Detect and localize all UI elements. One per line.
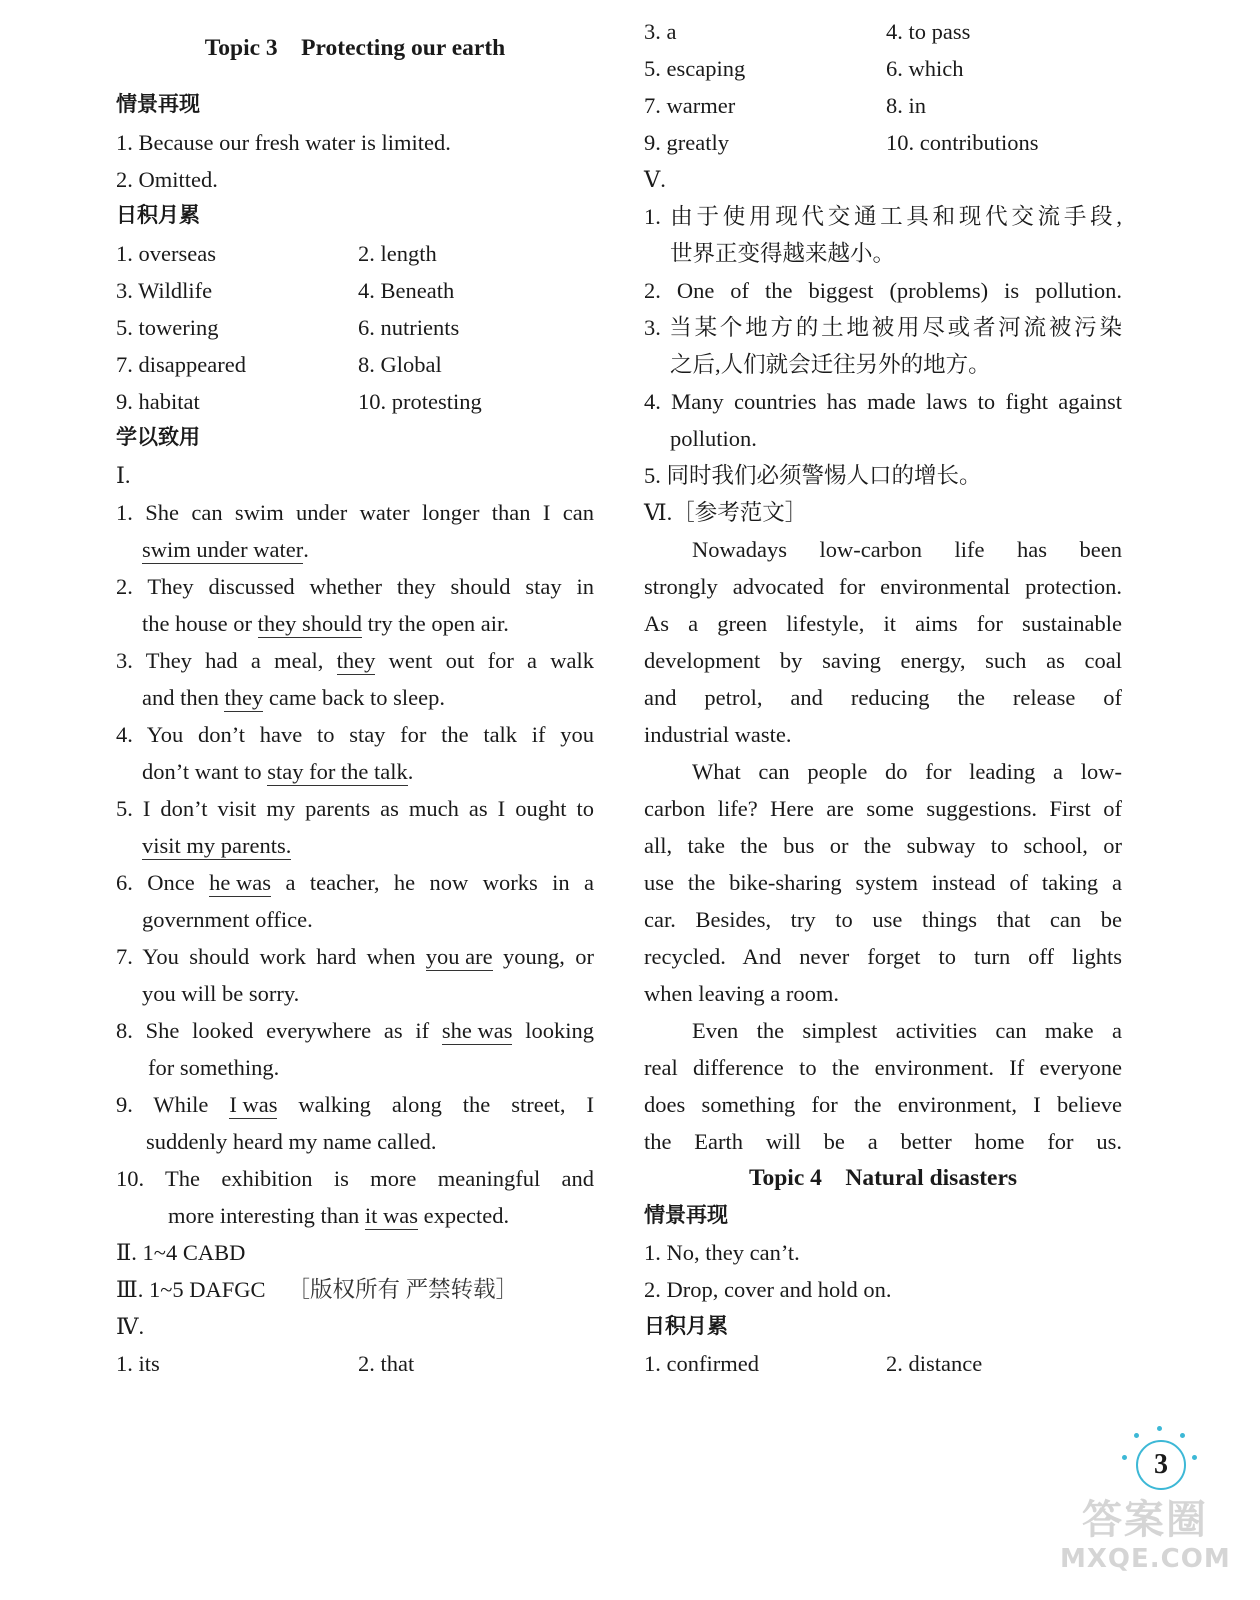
answer-line: Ⅱ. 1~4 CABD bbox=[116, 1240, 246, 1265]
section-heading: 学以致用 bbox=[116, 425, 200, 449]
decor-dot bbox=[1192, 1455, 1197, 1460]
essay-line: industrial waste. bbox=[644, 722, 792, 747]
answer-line: 世界正变得越来越小。 bbox=[670, 241, 896, 266]
answer-line: 7. You should work hard when you are young, or bbox=[116, 944, 595, 969]
vocab-item: 2. that bbox=[358, 1351, 415, 1376]
answer-line: 9. While I was walking along the street, I bbox=[116, 1092, 594, 1117]
watermark-logo bbox=[1060, 1482, 1250, 1592]
vocab-item: 8. in bbox=[886, 93, 927, 118]
essay-line: use the bike-sharing system instead of taking a bbox=[644, 870, 1122, 895]
section-heading: 情景再现 bbox=[116, 92, 200, 116]
answer-line: 8. She looked everywhere as if she was looking bbox=[116, 1018, 595, 1043]
roman-numeral: Ⅳ. bbox=[116, 1314, 145, 1339]
underlined-answer: they bbox=[336, 648, 376, 673]
essay-line: when leaving a room. bbox=[644, 981, 839, 1006]
vocab-item: 2. distance bbox=[886, 1351, 983, 1376]
essay-line: real difference to the environment. If everyone bbox=[644, 1055, 1122, 1080]
underlined-answer: they should bbox=[257, 611, 362, 636]
vocab-row bbox=[116, 346, 594, 383]
answer-line: 6. Once he was a teacher, he now works in a bbox=[116, 870, 594, 895]
vocab-item: 10. contributions bbox=[886, 130, 1039, 155]
watermark-url: MXQE.COM bbox=[1060, 1544, 1231, 1574]
vocab-item: 3. Wildlife bbox=[116, 278, 213, 303]
answer-line: swim under water. bbox=[142, 537, 309, 562]
answer-line: don’t want to stay for the talk. bbox=[142, 759, 414, 784]
underlined-answer: you are bbox=[425, 944, 493, 969]
essay-line: carbon life? Here are some suggestions. First of bbox=[644, 796, 1122, 821]
vocab-item: 5. escaping bbox=[644, 56, 746, 81]
answer-line: 1. She can swim under water longer than I can bbox=[116, 500, 594, 525]
roman-numeral: Ⅵ.［参考范文］ bbox=[644, 500, 808, 525]
topic4-title: Topic 4 Natural disasters bbox=[748, 1165, 1018, 1191]
vocab-row bbox=[644, 13, 1122, 50]
answer-line: 1. No, they can’t. bbox=[644, 1240, 800, 1265]
section-heading: 情景再现 bbox=[644, 1203, 728, 1227]
essay-line: recycled. And never forget to turn off lights bbox=[644, 944, 1122, 969]
underlined-answer: swim under water bbox=[142, 537, 304, 562]
underlined-answer: stay for the talk bbox=[267, 759, 408, 784]
answer-line: 1. Because our fresh water is limited. bbox=[116, 130, 451, 155]
underlined-answer: they bbox=[224, 685, 264, 710]
answer-line: 3. 当某个地方的土地被用尽或者河流被污染 bbox=[644, 315, 1122, 340]
answer-line: 3. They had a meal, they went out for a walk bbox=[116, 648, 594, 673]
essay-line: car. Besides, try to use things that can be bbox=[644, 907, 1122, 932]
answer-line: you will be sorry. bbox=[142, 981, 300, 1006]
answer-line: government office. bbox=[142, 907, 313, 932]
essay-line: development by saving energy, such as coal bbox=[644, 648, 1122, 673]
copyright-note: ［版权所有 严禁转载］ bbox=[287, 1277, 519, 1302]
vocab-item: 7. disappeared bbox=[116, 352, 246, 377]
underlined-answer: she was bbox=[441, 1018, 513, 1043]
answer-line: 4. Many countries has made laws to fight against bbox=[644, 389, 1122, 414]
essay-line: What can people do for leading a low- bbox=[692, 759, 1122, 784]
topic3-title: Topic 3 Protecting our earth bbox=[204, 35, 506, 61]
answer-line: and then they came back to sleep. bbox=[142, 685, 446, 710]
vocab-item: 9. habitat bbox=[116, 389, 200, 414]
decor-dot bbox=[1122, 1455, 1127, 1460]
vocab-item: 10. protesting bbox=[358, 389, 482, 414]
decor-dot bbox=[1134, 1433, 1139, 1438]
vocab-item: 8. Global bbox=[358, 352, 442, 377]
vocab-row bbox=[644, 50, 1122, 87]
essay-line: the Earth will be a better home for us. bbox=[644, 1129, 1122, 1154]
vocab-item: 3. a bbox=[644, 19, 677, 44]
underlined-answer: visit my parents. bbox=[142, 833, 292, 858]
vocab-row bbox=[116, 383, 594, 420]
answer-line: 2. One of the biggest (problems) is pollution. bbox=[644, 278, 1122, 303]
answer-line: 2. Omitted. bbox=[116, 167, 218, 192]
vocab-row bbox=[116, 1345, 594, 1382]
vocab-item: 4. to pass bbox=[886, 19, 971, 44]
answer-line: pollution. bbox=[670, 426, 757, 451]
vocab-item: 1. confirmed bbox=[644, 1351, 759, 1376]
roman-numeral: Ⅰ. bbox=[116, 463, 131, 488]
watermark-text: 答案圈 bbox=[1082, 1497, 1208, 1543]
answer-line bbox=[116, 827, 594, 864]
vocab-item: 5. towering bbox=[116, 315, 219, 340]
essay-line: As a green lifestyle, it aims for sustainable bbox=[644, 611, 1122, 636]
answer-line: 2. Drop, cover and hold on. bbox=[644, 1277, 892, 1302]
vocab-row bbox=[644, 87, 1122, 124]
underlined-answer: he was bbox=[209, 870, 272, 895]
essay-line: does something for the environment, I believe bbox=[644, 1092, 1122, 1117]
essay-line: all, take the bus or the subway to school, or bbox=[644, 833, 1122, 858]
vocab-item: 9. greatly bbox=[644, 130, 729, 155]
answer-line: for something. bbox=[148, 1055, 280, 1080]
page-number: 3 bbox=[1136, 1440, 1186, 1490]
answer-line: suddenly heard my name called. bbox=[146, 1129, 437, 1154]
vocab-item: 1. its bbox=[116, 1351, 160, 1376]
answer-line: 5. 同时我们必须警惕人口的增长。 bbox=[644, 463, 982, 488]
essay-line: Nowadays low-carbon life has been bbox=[692, 537, 1122, 562]
essay-line: Even the simplest activities can make a bbox=[692, 1018, 1122, 1043]
answer-line: 1. 由于使用现代交通工具和现代交流手段, bbox=[644, 204, 1122, 229]
vocab-row bbox=[644, 124, 1122, 161]
underlined-answer: it was bbox=[364, 1203, 418, 1228]
vocab-row bbox=[116, 235, 594, 272]
vocab-item: 6. which bbox=[886, 56, 964, 81]
answer-line: more interesting than it was expected. bbox=[168, 1203, 510, 1228]
roman-numeral: Ⅴ. bbox=[644, 167, 666, 192]
section-heading: 日积月累 bbox=[644, 1314, 728, 1338]
vocab-item: 6. nutrients bbox=[358, 315, 460, 340]
answer-line: 10. The exhibition is more meaningful and bbox=[116, 1166, 594, 1191]
section-heading: 日积月累 bbox=[116, 203, 200, 227]
answer-line: the house or they should try the open air. bbox=[142, 611, 509, 636]
vocab-item: 1. overseas bbox=[116, 241, 216, 266]
vocab-row bbox=[644, 1345, 1122, 1382]
underlined-answer: I was bbox=[229, 1092, 278, 1117]
decor-dot bbox=[1157, 1426, 1162, 1431]
vocab-item: 4. Beneath bbox=[358, 278, 455, 303]
vocab-row bbox=[116, 309, 594, 346]
vocab-row bbox=[116, 272, 594, 309]
essay-line: and petrol, and reducing the release of bbox=[644, 685, 1122, 710]
answer-line: Ⅲ. 1~5 DAFGC ［版权所有 严禁转载］ bbox=[116, 1277, 519, 1302]
answer-line: 5. I don’t visit my parents as much as I ought to bbox=[116, 796, 594, 821]
vocab-item: 7. warmer bbox=[644, 93, 736, 118]
vocab-item: 2. length bbox=[358, 241, 437, 266]
essay-line: strongly advocated for environmental protection. bbox=[644, 574, 1122, 599]
answer-line: 之后,人们就会迁往另外的地方。 bbox=[670, 352, 991, 377]
answer-line: 2. They discussed whether they should stay in bbox=[116, 574, 594, 599]
answer-line: 4. You don’t have to stay for the talk if you bbox=[116, 722, 594, 747]
decor-dot bbox=[1180, 1433, 1185, 1438]
